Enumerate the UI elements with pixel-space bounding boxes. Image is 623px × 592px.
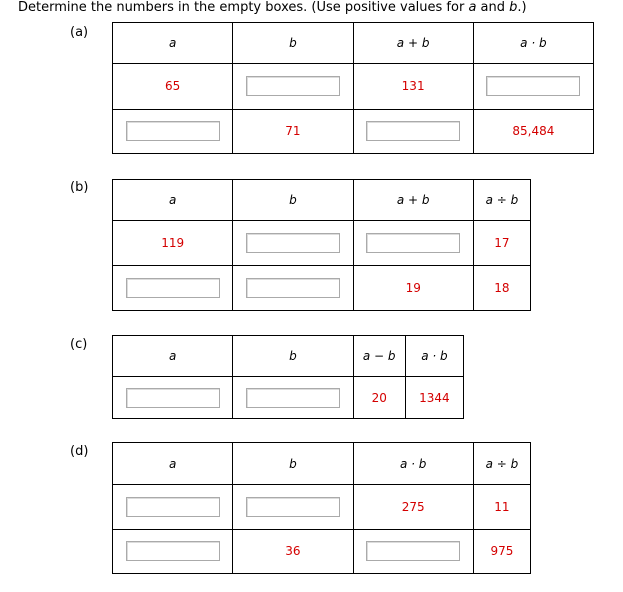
sum-input[interactable] [366, 233, 460, 253]
difference-value: 20 [353, 377, 405, 419]
product-cell [473, 64, 593, 109]
quotient-value: 17 [473, 221, 530, 266]
table-row [113, 109, 594, 153]
header-a: a [113, 336, 233, 377]
b-cell [233, 64, 353, 109]
header-product: a · b [473, 23, 593, 64]
table-row [113, 221, 531, 266]
sum-cell [353, 221, 473, 266]
quotient-value: 11 [473, 485, 530, 529]
header-quotient: a ÷ b [473, 443, 530, 485]
b-value: 71 [233, 109, 353, 153]
table-row [113, 180, 531, 221]
instructions-var-a: a [468, 0, 477, 15]
part-d-table [112, 442, 531, 574]
part-a-table [112, 22, 594, 154]
a-input[interactable] [126, 497, 220, 517]
table-row [113, 377, 464, 419]
instructions [18, 0, 527, 16]
header-b: b [233, 180, 353, 221]
b-cell [233, 377, 353, 419]
header-product: a · b [405, 336, 463, 377]
a-cell [113, 266, 233, 311]
table-row [113, 336, 464, 377]
part-b-label: (b) [70, 180, 89, 195]
header-sum: a + b [353, 23, 473, 64]
product-input[interactable] [486, 76, 580, 96]
header-b: b [233, 336, 353, 377]
part-d-label: (d) [70, 444, 89, 459]
product-cell [353, 529, 473, 573]
a-input[interactable] [126, 121, 220, 141]
a-cell [113, 529, 233, 573]
quotient-value: 975 [473, 529, 530, 573]
sum-cell [353, 109, 473, 153]
b-cell [233, 485, 353, 529]
header-sum: a + b [353, 180, 473, 221]
product-value: 1344 [405, 377, 463, 419]
product-value: 85,484 [473, 109, 593, 153]
a-value: 65 [113, 64, 233, 109]
a-cell [113, 109, 233, 153]
table-row [113, 485, 531, 529]
a-cell [113, 377, 233, 419]
a-input[interactable] [126, 388, 220, 408]
instructions-prefix: Determine the numbers in the empty boxes. (Use positive values for [18, 0, 469, 15]
header-quotient: a ÷ b [473, 180, 530, 221]
b-input[interactable] [246, 233, 340, 253]
b-input[interactable] [246, 388, 340, 408]
header-a: a [113, 180, 233, 221]
header-product: a · b [353, 443, 473, 485]
sum-value: 19 [353, 266, 473, 311]
a-input[interactable] [126, 541, 220, 561]
b-input[interactable] [246, 76, 340, 96]
quotient-value: 18 [473, 266, 530, 311]
header-a: a [113, 443, 233, 485]
table-row [113, 23, 594, 64]
product-input[interactable] [366, 541, 460, 561]
table-row [113, 64, 594, 109]
a-cell [113, 485, 233, 529]
instructions-var-b: b [509, 0, 518, 15]
instructions-suffix: .) [517, 0, 527, 15]
sum-input[interactable] [366, 121, 460, 141]
b-cell [233, 221, 353, 266]
header-difference: a − b [353, 336, 405, 377]
part-c-table [112, 335, 464, 419]
part-b-table [112, 179, 531, 311]
a-input[interactable] [126, 278, 220, 298]
b-cell [233, 266, 353, 311]
sum-value: 131 [353, 64, 473, 109]
table-row [113, 529, 531, 573]
table-row [113, 266, 531, 311]
b-input[interactable] [246, 497, 340, 517]
part-c-label: (c) [70, 337, 88, 352]
instructions-mid: and [476, 0, 510, 15]
header-a: a [113, 23, 233, 64]
b-input[interactable] [246, 278, 340, 298]
a-value: 119 [113, 221, 233, 266]
header-b: b [233, 443, 353, 485]
part-a-label: (a) [70, 25, 89, 40]
product-value: 275 [353, 485, 473, 529]
header-b: b [233, 23, 353, 64]
b-value: 36 [233, 529, 353, 573]
table-row [113, 443, 531, 485]
